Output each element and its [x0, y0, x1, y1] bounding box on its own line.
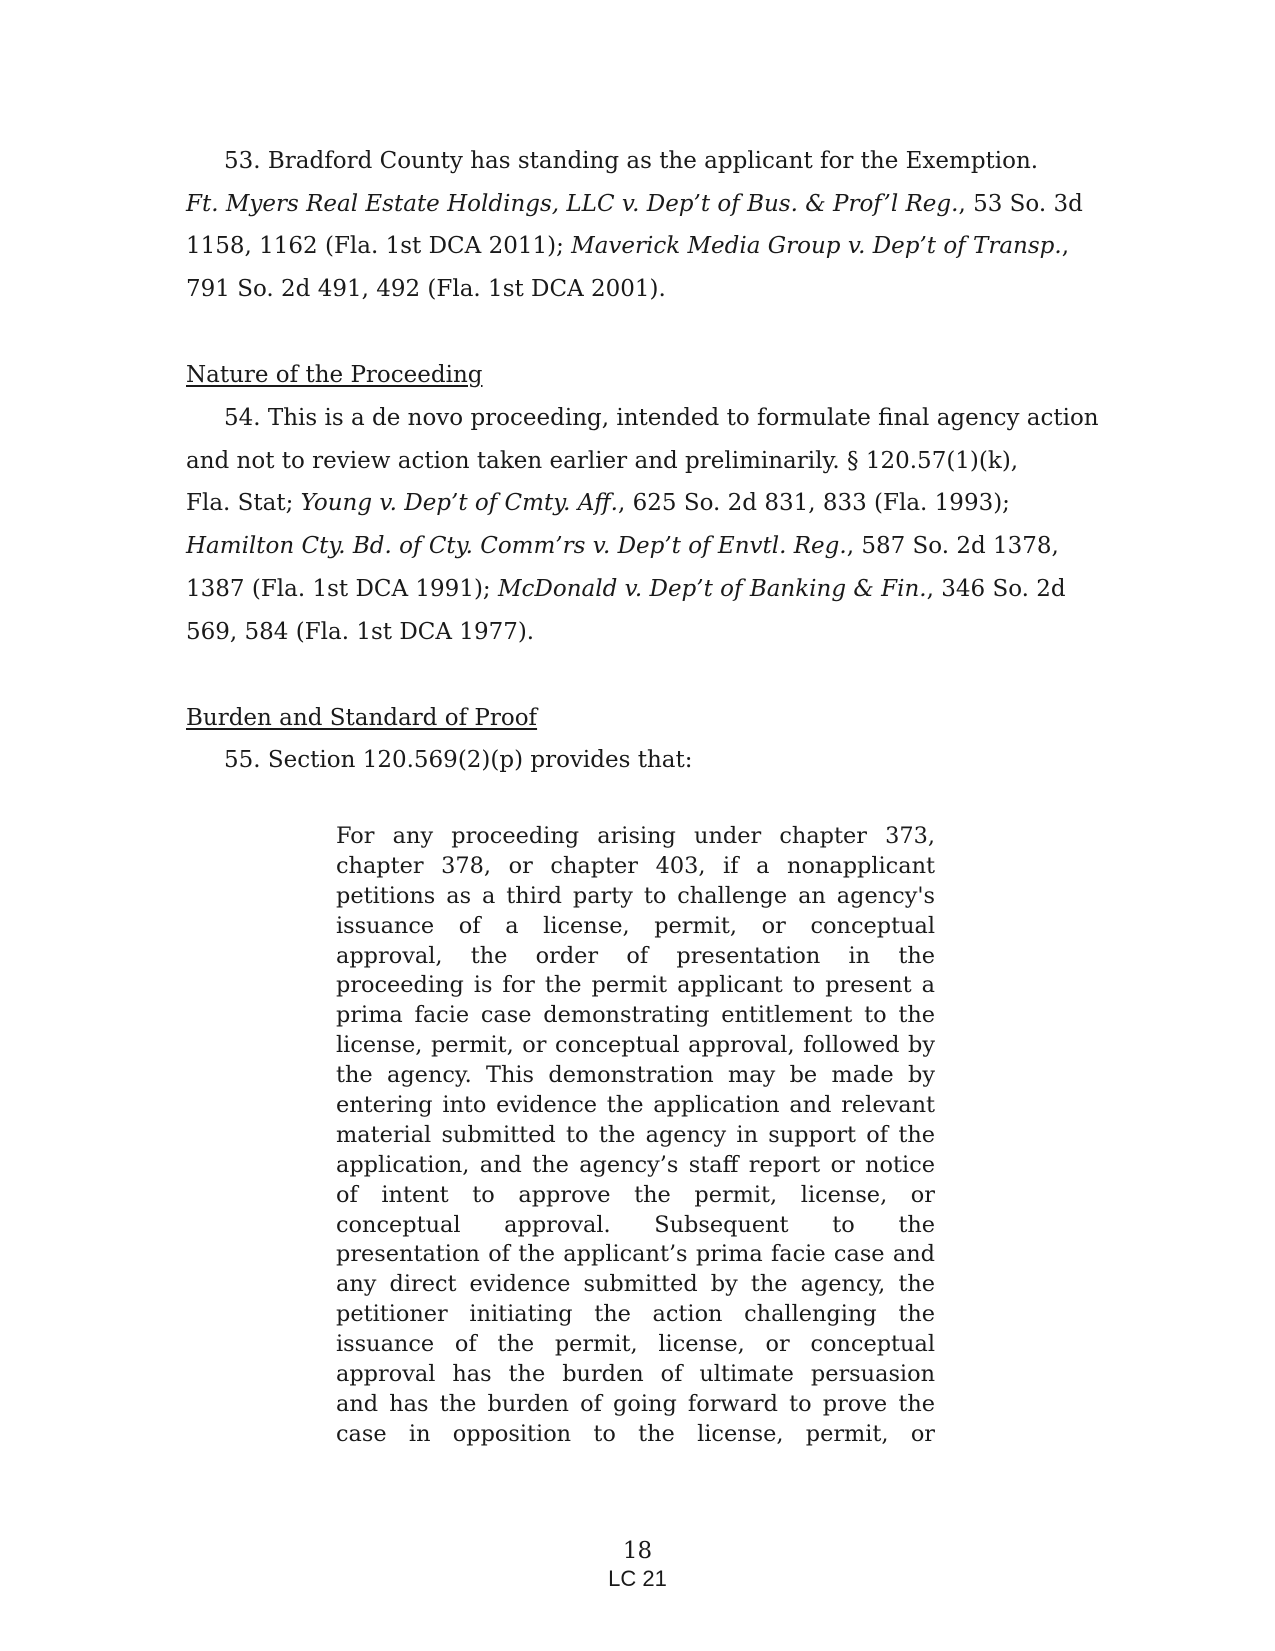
citation-text: , 587 So. 2d 1378, — [846, 533, 1059, 559]
quote-line: issuance of a license, permit, or conceptual — [336, 912, 935, 939]
citation-text: Fla. Stat; — [186, 490, 301, 516]
section-heading-burden: Burden and Standard of Proof — [186, 705, 538, 731]
paragraph-54-line-4 — [186, 531, 1059, 561]
statute-block-quote — [336, 822, 935, 1450]
quote-line: For any proceeding arising under chapter 373, — [336, 823, 935, 849]
citation-text: 1387 (Fla. 1st DCA 1991); — [186, 576, 498, 602]
citation-text: , — [1061, 233, 1070, 259]
quote-line: presentation of the applicant’s prima facie case and — [336, 1241, 935, 1268]
paragraph-53-line-4: 791 So. 2d 491, 492 (Fla. 1st DCA 2001). — [186, 276, 666, 302]
case-citation-ft-myers: Ft. Myers Real Estate Holdings, LLC v. Dep’t of Bus. & Prof’l Reg. — [186, 191, 959, 217]
quote-line: issuance of the permit, license, or conceptual — [336, 1331, 935, 1358]
section-heading-nature: Nature of the Proceeding — [186, 362, 483, 388]
quote-line: and has the burden of going forward to prove the — [336, 1390, 935, 1417]
quote-line: chapter 378, or chapter 403, if a nonapplicant — [336, 852, 935, 879]
case-citation-hamilton: Hamilton Cty. Bd. of Cty. Comm’rs v. Dep’t of Envtl. Reg. — [186, 533, 847, 559]
document-code: LC 21 — [608, 1566, 667, 1591]
paragraph-55-line-1: 55. Section 120.569(2)(p) provides that: — [224, 747, 693, 773]
quote-line: any direct evidence submitted by the agency, the — [336, 1271, 935, 1298]
paragraph-54-line-6: 569, 584 (Fla. 1st DCA 1977). — [186, 619, 535, 645]
quote-line: petitioner initiating the action challenging the — [336, 1301, 935, 1328]
citation-text: , 346 So. 2d — [926, 576, 1066, 602]
quote-line: petitions as a third party to challenge an agency's — [336, 882, 935, 909]
quote-line: approval, the order of presentation in the — [336, 942, 935, 969]
quote-line: the agency. This demonstration may be made by — [336, 1062, 935, 1089]
quote-line: approval has the burden of ultimate persuasion — [336, 1361, 935, 1388]
page-number: 18 — [622, 1538, 653, 1564]
quote-line: conceptual approval. Subsequent to the — [336, 1211, 935, 1238]
paragraph-54-line-5 — [186, 574, 1066, 604]
paragraph-53-line-2 — [186, 189, 1083, 219]
paragraph-54-line-2: and not to review action taken earlier and preliminarily. § 120.57(1)(k), — [186, 448, 1019, 474]
quote-line: license, permit, or conceptual approval, followed by — [336, 1032, 935, 1059]
paragraph-54-line-3 — [186, 488, 1010, 518]
citation-text: , 625 So. 2d 831, 833 (Fla. 1993); — [618, 490, 1010, 516]
paragraph-54-line-1: 54. This is a de novo proceeding, intended to formulate final agency action — [224, 405, 1099, 431]
quote-line: material submitted to the agency in support of the — [336, 1121, 935, 1148]
paragraph-53-line-1: 53. Bradford County has standing as the applicant for the Exemption. — [224, 148, 1039, 174]
quote-line: case in opposition to the license, permit, or — [336, 1420, 935, 1447]
paragraph-53-line-3 — [186, 231, 1069, 261]
quote-line: proceeding is for the permit applicant to present a — [336, 972, 935, 999]
citation-text: , 53 So. 3d — [958, 191, 1083, 217]
quote-line: prima facie case demonstrating entitlement to the — [336, 1002, 935, 1029]
quote-line: of intent to approve the permit, license, or — [336, 1181, 935, 1208]
citation-text: 1158, 1162 (Fla. 1st DCA 2011); — [186, 233, 572, 259]
quote-line: application, and the agency’s staff report or notice — [336, 1151, 935, 1178]
case-citation-maverick: Maverick Media Group v. Dep’t of Transp. — [571, 233, 1062, 259]
case-citation-young: Young v. Dep’t of Cmty. Aff. — [300, 490, 618, 516]
case-citation-mcdonald: McDonald v. Dep’t of Banking & Fin. — [497, 576, 927, 602]
quote-line: entering into evidence the application and relevant — [336, 1092, 935, 1119]
